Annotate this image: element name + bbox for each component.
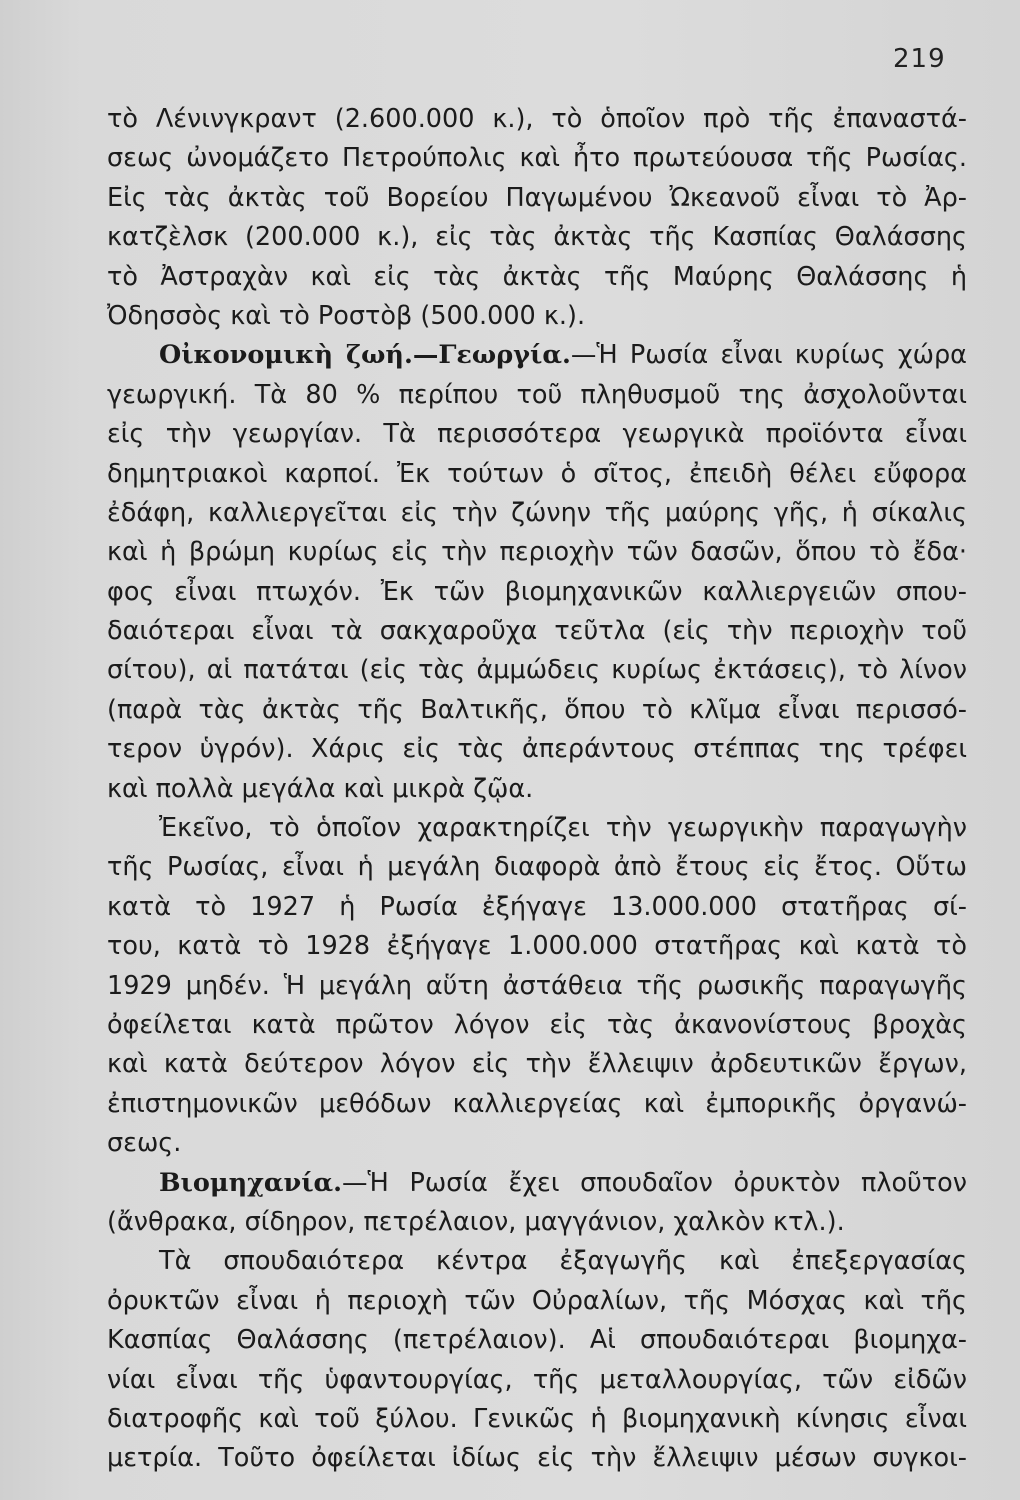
text-line [107, 1321, 967, 1360]
line-text: γεωργική. Τὰ 80 % περίπου τοῦ πληθυσμοῦ της ἀσχολοῦνται [107, 379, 967, 410]
line-text: Τὰ σπουδαιότερα κέντρα ἐξαγωγῆς καὶ ἐπεξεργασίας [159, 1246, 967, 1277]
text-line [107, 1085, 967, 1124]
line-text: Κασπίας Θαλάσσης (πετρέλαιον). Αἱ σπουδαιότεραι βιομηχα- [107, 1325, 967, 1356]
line-text: νίαι εἶναι τῆς ὑφαντουργίας, τῆς μεταλλουργίας, τῶν εἰδῶν [107, 1364, 967, 1395]
line-text: τὸ Ἀστραχὰν καὶ εἰς τὰς ἀκτὰς τῆς Μαύρης Θαλάσσης ἡ [107, 261, 967, 292]
text-line [107, 1203, 967, 1242]
text-line [107, 691, 967, 730]
text-line [107, 809, 967, 848]
text-line [107, 1242, 967, 1281]
line-text: Ὀδησσὸς καὶ τὸ Ροστὸβ (500.000 κ.). [107, 300, 586, 331]
text-line [107, 1439, 967, 1478]
line-text: (ἄνθρακα, σίδηρον, πετρέλαιον, μαγγάνιον, χαλκὸν κτλ.). [107, 1206, 845, 1237]
line-text: Ἐκεῖνο, τὸ ὁποῖον χαρακτηρίζει τὴν γεωργικὴν παραγωγὴν [159, 813, 967, 844]
line-text: καὶ κατὰ δεύτερον λόγον εἰς τὴν ἔλλειψιν ἀρδευτικῶν ἔργων, [107, 1049, 967, 1080]
line-text: ἐδάφη, καλλιεργεῖται εἰς τὴν ζώνην τῆς μαύρης γῆς, ἡ σίκαλις [107, 497, 967, 528]
line-text: ὀφείλεται κατὰ πρῶτον λόγον εἰς τὰς ἀκανονίστους βροχὰς [107, 1009, 967, 1040]
text-line [107, 533, 967, 572]
text-line [107, 573, 967, 612]
line-text: κατὰ τὸ 1927 ἡ Ρωσία ἐξήγαγε 13.000.000 στατῆρας σί- [107, 891, 967, 922]
line-text: Εἰς τὰς ἀκτὰς τοῦ Βορείου Παγωμένου Ὠκεανοῦ εἶναι τὸ Ἀρ- [107, 182, 967, 213]
text-line [107, 651, 967, 690]
line-text: τὸ Λένινγκραντ (2.600.000 κ.), τὸ ὁποῖον πρὸ τῆς ἐπαναστά- [107, 104, 967, 134]
text-line [107, 730, 967, 769]
text-line [107, 770, 967, 809]
line-text: —Ἡ Ρωσία ἔχει σπουδαῖον ὀρυκτὸν πλοῦτον [342, 1167, 967, 1198]
line-text: μετρία. Τοῦτο ὀφείλεται ἰδίως εἰς τὴν ἔλλειψιν μέσων συγκοι- [107, 1443, 967, 1474]
body-text [107, 100, 967, 1479]
line-text: τερον ὑγρόν). Χάρις εἰς τὰς ἀπεράντους στέππας της τρέφει [107, 734, 967, 765]
section-heading: Βιομηχανία. [159, 1167, 343, 1198]
text-line [107, 1282, 967, 1321]
text-line [107, 218, 967, 257]
text-line [107, 415, 967, 454]
text-line [107, 100, 967, 139]
text-line [107, 967, 967, 1006]
line-text: δημητριακοὶ καρποί. Ἐκ τούτων ὁ σῖτος, ἐπειδὴ θέλει εὔφορα [107, 458, 967, 489]
text-line [107, 1400, 967, 1439]
text-line [107, 1164, 967, 1203]
text-line [107, 258, 967, 297]
text-line [107, 1045, 967, 1084]
line-text: σίτου), αἱ πατάται (εἰς τὰς ἀμμώδεις κυρίως ἐκτάσεις), τὸ λίνον [107, 655, 967, 686]
line-text: —Ἡ Ρωσία εἶναι κυρίως χώρα [570, 340, 967, 371]
line-text: 1929 μηδέν. Ἡ μεγάλη αὕτη ἀστάθεια τῆς ρωσικῆς παραγωγῆς [107, 970, 967, 1001]
text-line [107, 612, 967, 651]
text-line [107, 455, 967, 494]
line-text: κατζὲλσκ (200.000 κ.), εἰς τὰς ἀκτὰς τῆς Κασπίας Θαλάσσης [107, 222, 967, 253]
line-text: σεως ὠνομάζετο Πετρούπολις καὶ ἦτο πρωτεύουσα τῆς Ρωσίας. [107, 143, 967, 174]
text-line [107, 336, 967, 375]
text-line [107, 1361, 967, 1400]
text-line [107, 1124, 967, 1163]
text-line [107, 888, 967, 927]
text-line [107, 1006, 967, 1045]
line-text: του, κατὰ τὸ 1928 ἐξήγαγε 1.000.000 στατῆρας καὶ κατὰ τὸ [107, 931, 967, 962]
text-line [107, 494, 967, 533]
line-text: σεως. [107, 1128, 182, 1159]
line-text: δαιότεραι εἶναι τὰ σακχαροῦχα τεῦτλα (εἰς τὴν περιοχὴν τοῦ [107, 616, 967, 647]
line-text: καὶ πολλὰ μεγάλα καὶ μικρὰ ζῷα. [107, 773, 534, 804]
text-line [107, 179, 967, 218]
line-text: διατροφῆς καὶ τοῦ ξύλου. Γενικῶς ἡ βιομηχανικὴ κίνησις εἶναι [107, 1403, 967, 1434]
line-text: ὀρυκτῶν εἶναι ἡ περιοχὴ τῶν Οὐραλίων, τῆς Μόσχας καὶ τῆς [107, 1285, 967, 1316]
text-line [107, 376, 967, 415]
text-line [107, 139, 967, 178]
line-text: τῆς Ρωσίας, εἶναι ἡ μεγάλη διαφορὰ ἀπὸ ἔτους εἰς ἔτος. Οὕτω [107, 852, 967, 883]
text-line [107, 297, 967, 336]
text-line [107, 848, 967, 887]
line-text: φος εἶναι πτωχόν. Ἐκ τῶν βιομηχανικῶν καλλιεργειῶν σπου- [107, 576, 967, 607]
line-text: εἰς τὴν γεωργίαν. Τὰ περισσότερα γεωργικὰ προϊόντα εἶναι [107, 419, 967, 450]
line-text: (παρὰ τὰς ἀκτὰς τῆς Βαλτικῆς, ὅπου τὸ κλῖμα εἶναι περισσό- [107, 694, 967, 725]
page-number: 219 [893, 44, 946, 74]
line-text: ἐπιστημονικῶν μεθόδων καλλιεργείας καὶ ἐμπορικῆς ὀργανώ- [107, 1088, 967, 1119]
line-text: καὶ ἡ βρώμη κυρίως εἰς τὴν περιοχὴν τῶν δασῶν, ὅπου τὸ ἔδα· [107, 537, 967, 568]
section-heading: Οἰκονομικὴ ζωή.—Γεωργία. [159, 340, 571, 371]
text-line [107, 927, 967, 966]
